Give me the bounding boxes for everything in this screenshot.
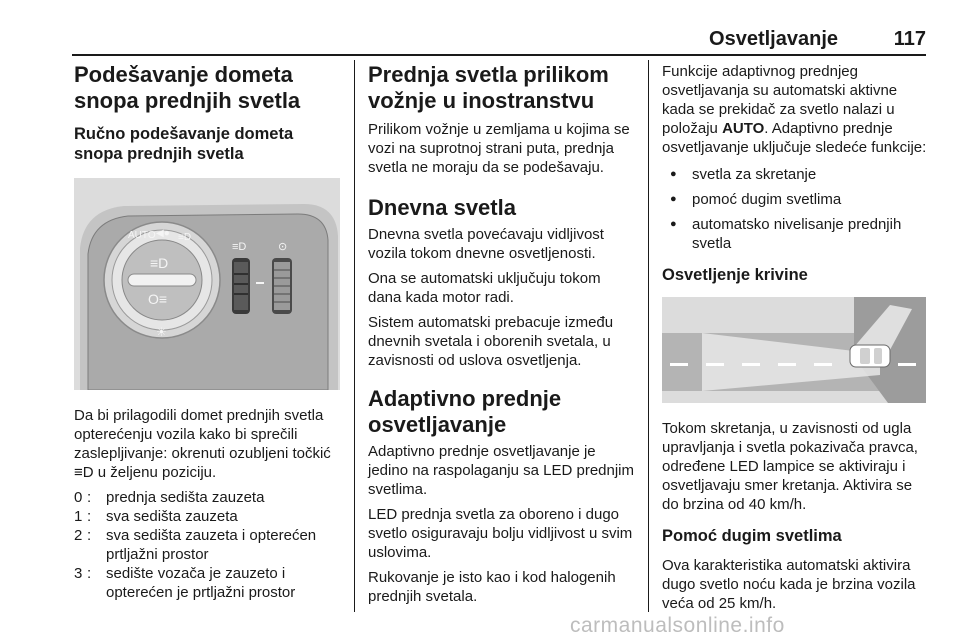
column-divider-2	[648, 60, 649, 612]
column-2	[368, 62, 634, 606]
column-1	[74, 62, 344, 602]
list-item: 1 : sva sedišta zauzeta	[74, 508, 238, 525]
section-title: Osvetljavanje	[709, 28, 838, 50]
svg-text:≡D: ≡D	[232, 241, 247, 253]
watermark: carmanualsonline.info	[570, 614, 785, 637]
high-beam-assist-text: Ova karakteristika automatski aktivira dugo svetlo noću kada je brzina vozila veća od 25 km/h.	[662, 557, 916, 612]
curve-lighting-illustration	[662, 297, 926, 403]
page-header	[0, 28, 926, 54]
heading-curve-lighting: Osvetljenje krivine	[662, 266, 808, 284]
heading-adaptive-lighting: Adaptivno prednje osvetljavanje	[368, 386, 562, 437]
adaptive-lighting-text-1: Adaptivno prednje osvetljavanje je jedino na raspolaganju sa LED prednjim svetlima.	[368, 443, 635, 498]
svg-text:O≡: O≡	[148, 291, 168, 307]
heading-headlight-range: Podešavanje dometa snopa prednjih svetla	[74, 62, 301, 113]
curve-lighting-text: Tokom skretanja, u zavisnosti od ugla upravljanja i svetla pokazivača pravca, određene LED lampice se aktiviraju i osvetljavaju smer kretanja. Aktivira se do brzina od 40 km/h.	[662, 420, 918, 513]
adaptive-functions-list	[662, 165, 928, 253]
column-divider-1	[354, 60, 355, 612]
svg-text:◀●: ◀●	[156, 228, 170, 239]
svg-text:⊙: ⊙	[278, 241, 288, 253]
adaptive-lighting-text-2: LED prednja svetla za oboreno i dugo svetlo osiguravaju bolju vidljivost u svim uslovima.	[368, 506, 633, 561]
daytime-lights-text-2: Ona se automatski uključuju tokom dana kada motor radi.	[368, 270, 601, 306]
driving-abroad-text: Prilikom vožnje u zemljama u kojima se vozi na suprotnoj strani puta, prednja svetla ne moraju da se podešavaju.	[368, 121, 630, 176]
list-item: 3 : sedište vozača je zauzeto i opterećen je prtljažni prostor	[74, 565, 296, 601]
header-rule	[72, 54, 926, 56]
daytime-lights-text-1: Dnevna svetla povećavaju vidljivost vozila tokom dnevne osvetljenosti.	[368, 226, 604, 262]
svg-text:≡D: ≡D	[178, 232, 192, 243]
heading-driving-abroad: Prednja svetla prilikom vožnje u inostranstvu	[368, 62, 609, 113]
light-switch-illustration	[74, 178, 340, 390]
auto-position-label: AUTO	[722, 120, 765, 137]
load-positions-list	[74, 488, 344, 602]
subheading-manual-range: Ručno podešavanje dometa snopa prednjih svetla	[74, 125, 294, 163]
range-instructions: Da bi prilagodili domet prednjih svetla opterećenju vozila kako bi sprečili zaslepljivanje: okrenuti ozubljeni točkić ≡D u željenu poziciju.	[74, 407, 331, 481]
page-number: 117	[893, 28, 926, 50]
headlight-range-icon: ≡D	[74, 464, 94, 481]
list-item: ● pomoć dugim svetlima	[662, 190, 928, 209]
adaptive-functions-intro: Funkcije adaptivnog prednjeg osvetljavanja su automatski aktivne kada se prekidač za svetlo nalazi u položaju AUTO. Adaptivno prednje osvetljavanje uključuje sledeće funkcije:	[662, 63, 927, 156]
adaptive-lighting-text-3: Rukovanje je isto kao i kod halogenih prednjih svetala.	[368, 569, 616, 605]
auto-label: AUTO	[128, 230, 156, 241]
heading-high-beam-assist: Pomoć dugim svetlima	[662, 527, 842, 545]
svg-text:☀: ☀	[156, 325, 167, 339]
list-item: 2 : sva sedišta zauzeta i opterećen prtljažni prostor	[74, 527, 317, 563]
list-item: ● svetla za skretanje	[662, 165, 928, 184]
column-3	[662, 62, 928, 613]
list-item: ● automatsko nivelisanje prednjih svetla	[662, 215, 928, 253]
list-item: 0 : prednja sedišta zauzeta	[74, 489, 265, 506]
heading-daytime-lights: Dnevna svetla	[368, 195, 516, 220]
daytime-lights-text-3: Sistem automatski prebacuje između dnevnih svetala i oborenih svetala, u zavisnosti od uslova osvetljenja.	[368, 314, 614, 369]
car-icon	[850, 345, 890, 367]
svg-text:≡D: ≡D	[150, 255, 169, 271]
